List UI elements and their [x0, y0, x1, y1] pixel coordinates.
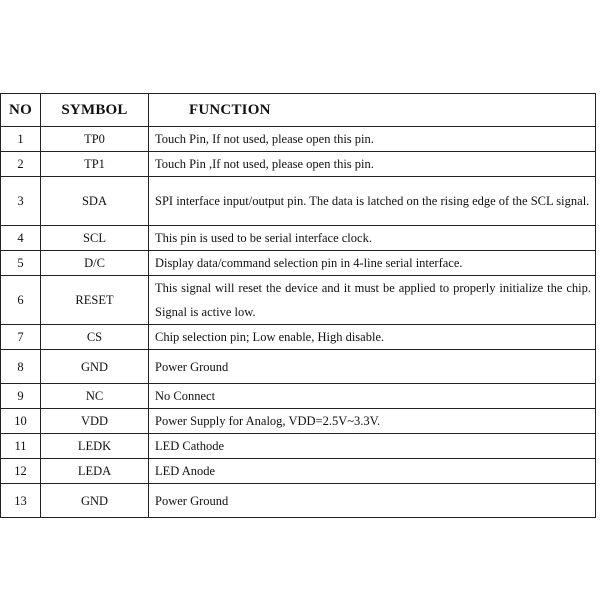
pin-symbol: GND: [41, 484, 149, 518]
pin-function: This signal will reset the device and it must be applied to properly initialize the chip. Signal is active low.: [149, 276, 596, 325]
table-row: [1, 484, 596, 518]
pin-function: LED Cathode: [149, 434, 596, 459]
pin-symbol: GND: [41, 350, 149, 384]
pin-symbol: SDA: [41, 177, 149, 226]
table-row: [1, 127, 596, 152]
table-row: [1, 384, 596, 409]
pin-number: 2: [1, 152, 41, 177]
table-row: [1, 409, 596, 434]
pin-symbol: LEDA: [41, 459, 149, 484]
pin-symbol: CS: [41, 325, 149, 350]
pin-function: Power Ground: [149, 484, 596, 518]
table-row: [1, 434, 596, 459]
pin-number: 6: [1, 276, 41, 325]
header-symbol: SYMBOL: [41, 94, 149, 127]
header-function: FUNCTION: [149, 94, 596, 127]
pin-symbol: SCL: [41, 226, 149, 251]
pin-number: 5: [1, 251, 41, 276]
table-row: [1, 152, 596, 177]
pin-number: 1: [1, 127, 41, 152]
header-no: NO: [1, 94, 41, 127]
pin-number: 7: [1, 325, 41, 350]
pin-function: Touch Pin ,If not used, please open this pin.: [149, 152, 596, 177]
pin-function: This pin is used to be serial interface clock.: [149, 226, 596, 251]
pin-number: 10: [1, 409, 41, 434]
pin-symbol: D/C: [41, 251, 149, 276]
pin-number: 4: [1, 226, 41, 251]
table-row: [1, 459, 596, 484]
table-row: [1, 251, 596, 276]
pin-number: 9: [1, 384, 41, 409]
pin-number: 11: [1, 434, 41, 459]
pin-symbol: TP0: [41, 127, 149, 152]
pin-number: 8: [1, 350, 41, 384]
pin-function: Display data/command selection pin in 4-line serial interface.: [149, 251, 596, 276]
table-row: [1, 276, 596, 325]
pin-function: Power Ground: [149, 350, 596, 384]
pin-number: 13: [1, 484, 41, 518]
pin-symbol: LEDK: [41, 434, 149, 459]
table-header-row: [1, 94, 596, 127]
table-row: [1, 177, 596, 226]
pin-symbol: TP1: [41, 152, 149, 177]
pin-function: Chip selection pin; Low enable, High disable.: [149, 325, 596, 350]
pin-symbol: VDD: [41, 409, 149, 434]
pin-symbol: RESET: [41, 276, 149, 325]
pin-number: 12: [1, 459, 41, 484]
table-row: [1, 325, 596, 350]
pin-function: SPI interface input/output pin. The data is latched on the rising edge of the SCL signal.: [149, 177, 596, 226]
pin-function-table: [0, 93, 596, 518]
pin-function: LED Anode: [149, 459, 596, 484]
table-row: [1, 350, 596, 384]
pin-number: 3: [1, 177, 41, 226]
pin-symbol: NC: [41, 384, 149, 409]
pin-function: Touch Pin, If not used, please open this pin.: [149, 127, 596, 152]
table-row: [1, 226, 596, 251]
pin-function: Power Supply for Analog, VDD=2.5V~3.3V.: [149, 409, 596, 434]
pin-function: No Connect: [149, 384, 596, 409]
